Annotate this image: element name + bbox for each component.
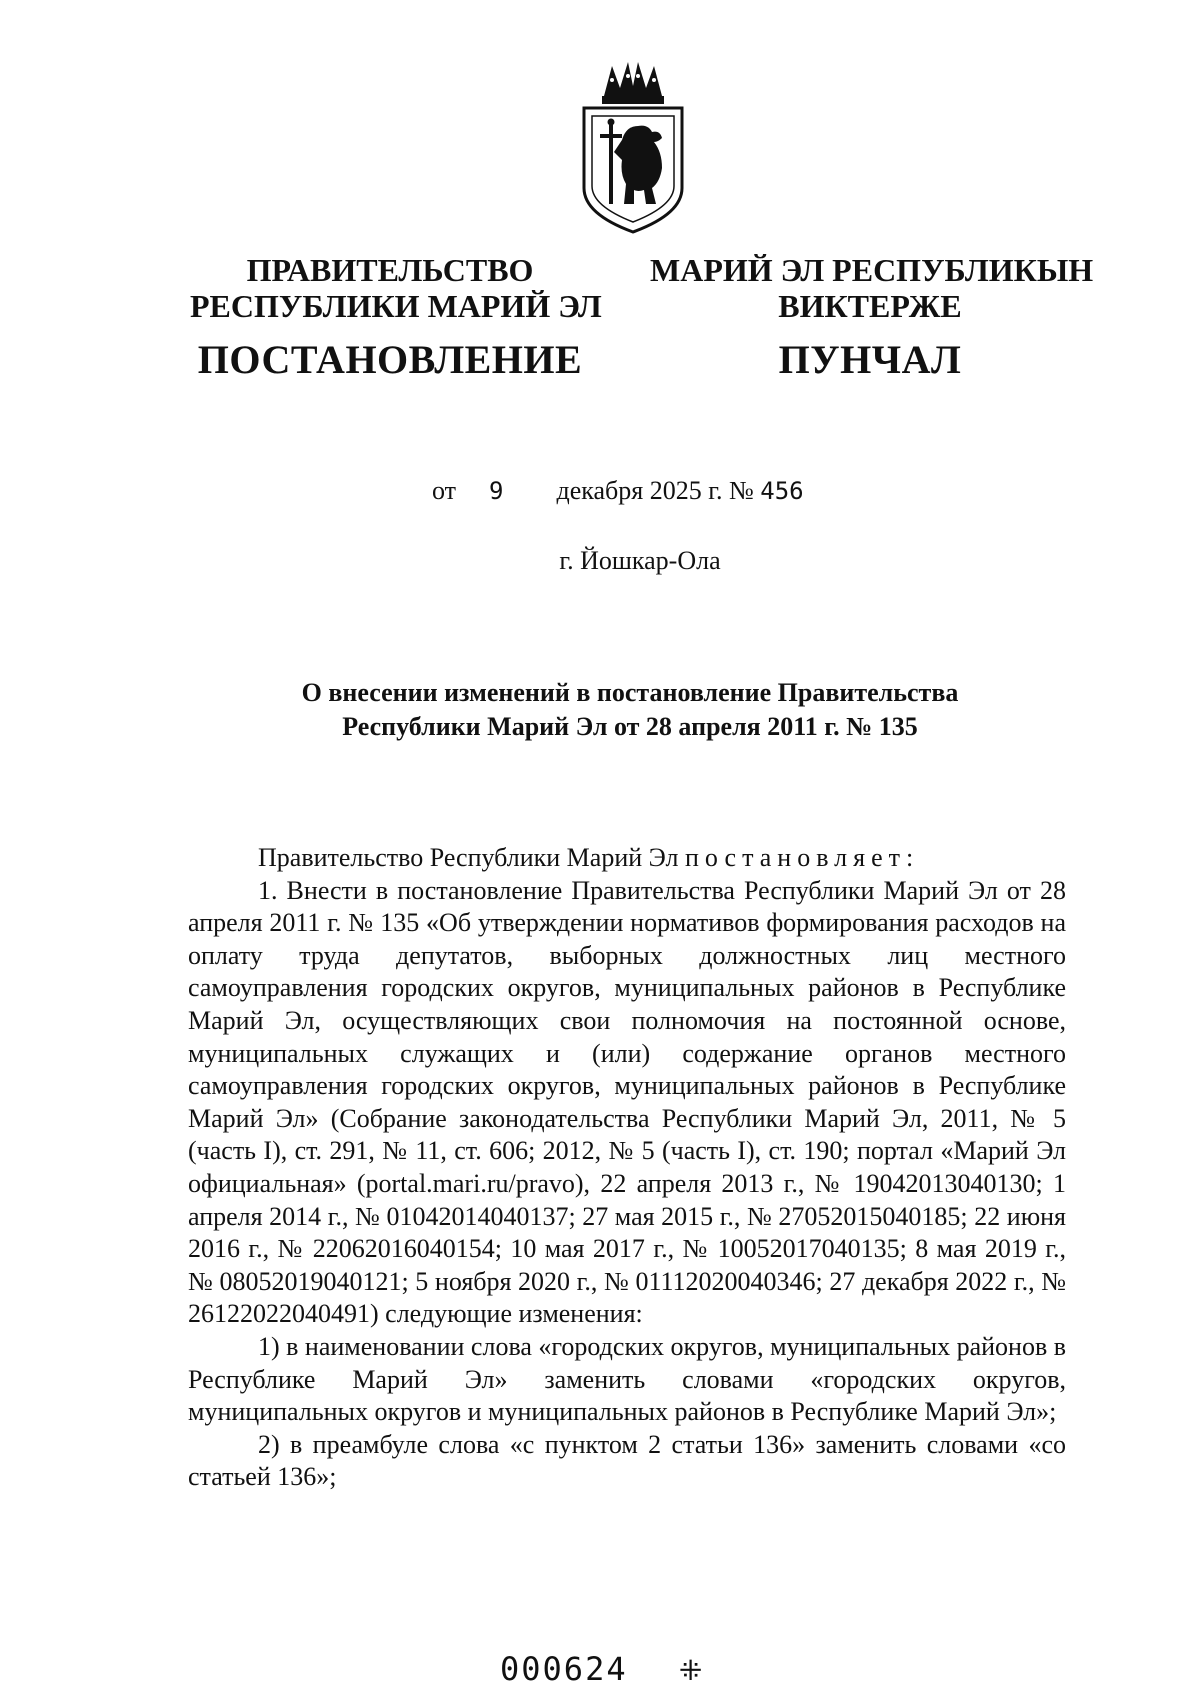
preamble [188,842,1066,875]
preamble-verb: постановляет: [684,843,920,872]
coat-of-arms-bear-icon [578,56,688,236]
date-month-year: декабря 2025 г. № [556,476,754,505]
header-left-line2: РЕСПУБЛИКИ МАРИЙ ЭЛ [190,288,602,324]
document-type-title-mari: ПУНЧАЛ [778,337,962,382]
header-right-line2: ВИКТЕРЖЕ [778,288,962,324]
document-city: г. Йошкар-Ола [559,546,721,575]
header-left [190,252,602,384]
date-prefix: от [432,476,457,505]
document-body [188,842,1066,1494]
document-number: 456 [760,477,804,505]
document-date [432,476,804,506]
paragraph-1-item-1: 1) в наименовании слова «городских округов, муниципальных районов в Республике Марий Эл» заменить словами «городских округов, муниципальных округов и муниципальных районов в Республике Марий Эл»; [188,1331,1067,1427]
document-type-title: ПОСТАНОВЛЕНИЕ [197,337,583,382]
header-right-line1: МАРИЙ ЭЛ РЕСПУБЛИКЫН [650,252,1094,288]
date-day: 9 [489,477,504,505]
header-right [650,252,1094,384]
document-subject [200,676,1060,744]
preamble-start: Правительство Республики Марий Эл [258,843,685,872]
footer-symbol: ⁜ [678,1654,705,1687]
subject-line2: Республики Марий Эл от 28 апреля 2011 г. № 135 [342,712,918,741]
header-left-line1: ПРАВИТЕЛЬСТВО [246,252,534,288]
paragraph-1-item-2: 2) в преамбуле слова «с пунктом 2 статьи 136» заменить словами «со статьей 136»; [188,1429,1066,1492]
form-serial-number [500,1650,704,1688]
serial-code: 000624 [500,1650,628,1688]
paragraph-1: 1. Внести в постановление Правительства Республики Марий Эл от 28 апреля 2011 г. № 135 «Об утверждении нормативов формирования расходов на оплату труда депутатов, выборных должностных лиц местного самоуправления городских округов, муниципальных районов в Республике Марий Эл, осуществляющих свои полномочия на постоянной основе, муниципальных служащих и (или) содержание органов местного самоуправления городских округов, муниципальных районов в Республике Марий Эл» (Собрание законодательства Республики Марий Эл, 2011, № 5 (часть I), ст. 291, № 11, ст. 606; 2012, № 5 (часть I), ст. 190; портал «Марий Эл официальная» (portal.mari.ru/pravo), 22 апреля 2013 г., № 19042013040130; 1 апреля 2014 г., № 01042014040137; 27 мая 2015 г., № 27052015040185; 22 июня 2016 г., № 22062016040154; 10 мая 2017 г., № 10052017040135; 8 мая 2019 г., № 08052019040121; 5 ноября 2020 г., № 01112020040346; 27 декабря 2022 г., № 26122022040491) следующие изменения: [188,875,1066,1329]
subject-line1: О внесении изменений в постановление Правительства [301,678,959,707]
